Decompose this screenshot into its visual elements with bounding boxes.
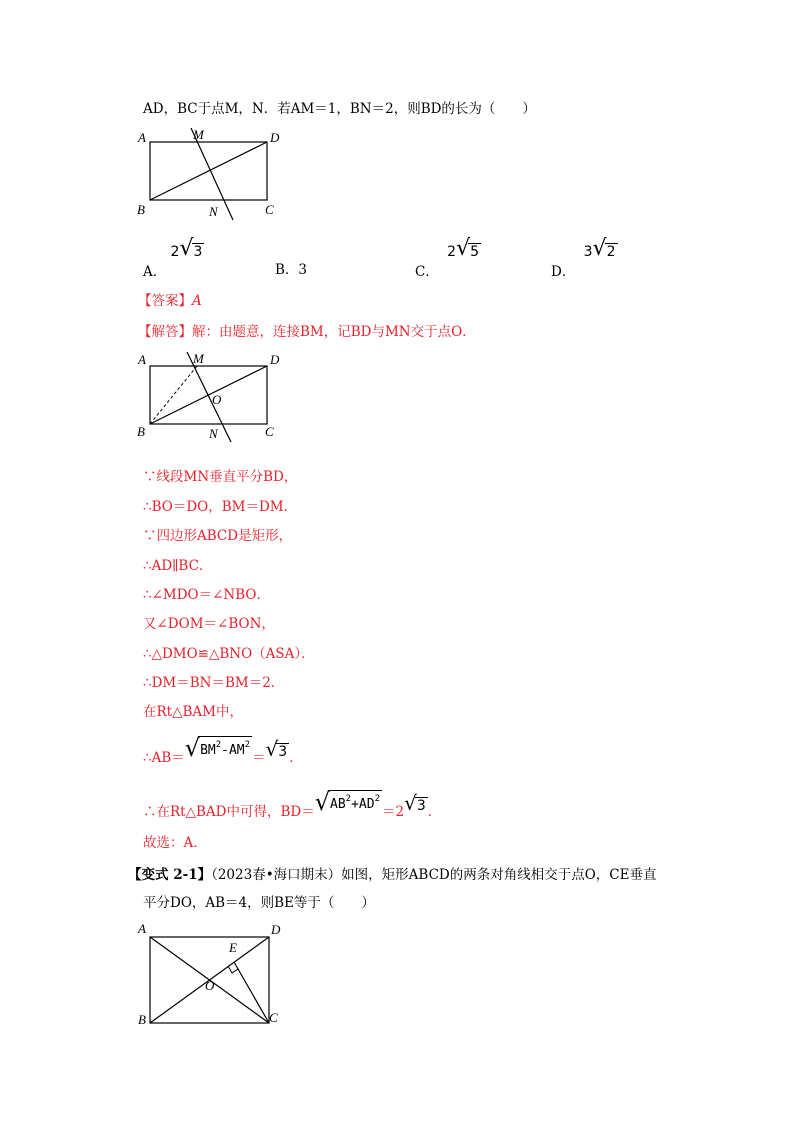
label-o: O xyxy=(205,978,215,993)
label-c: C xyxy=(265,202,274,217)
solution-step-2: ∴BO＝DO，BM＝DM． xyxy=(143,499,298,515)
solution-tag: 【解答】 xyxy=(138,324,192,340)
label-a: A xyxy=(138,352,146,367)
label-o: O xyxy=(212,392,222,407)
label-d: D xyxy=(270,130,280,145)
option-a[interactable]: A． 2 √ 3 xyxy=(143,236,203,280)
label-c: C xyxy=(269,1010,278,1025)
solution-step-5: ∴∠MDO＝∠NBO． xyxy=(143,587,270,603)
label-a: A xyxy=(138,921,146,936)
figure-rectangle-mn xyxy=(135,122,290,222)
formula-bd: ∴在Rt△BAD中可得，BD＝ √ $AB^2+AD^2$ ＝2 √ 3 ． xyxy=(143,788,442,820)
variant-tag: 【变式 2-1】 xyxy=(128,867,212,883)
label-m: M xyxy=(193,127,204,142)
label-e: E xyxy=(229,940,237,955)
label-b: B xyxy=(138,1012,146,1027)
solution-step-8: ∴DM＝BN＝BM＝2． xyxy=(143,675,285,691)
solution-step-9: 在Rt△BAM中， xyxy=(143,704,243,720)
label-b: B xyxy=(137,424,145,439)
label-c: C xyxy=(265,424,274,439)
figure-rectangle-bm xyxy=(135,346,290,446)
answer-line xyxy=(138,292,202,310)
label-n: N xyxy=(209,204,218,219)
solution-step-3: ∵四边形ABCD是矩形， xyxy=(143,528,293,544)
question-text: AD，BC于点M，N．若AM＝1，BN＝2，则BD的长为（ ） xyxy=(143,101,536,117)
variant-line-2: 平分DO，AB＝4，则BE等于（ ） xyxy=(143,895,375,911)
solution-step-1: ∵线段MN垂直平分BD， xyxy=(143,469,298,485)
solution-final: 故选：A． xyxy=(143,835,207,851)
label-m: M xyxy=(193,351,204,366)
option-c[interactable]: C． 2 √ 5 xyxy=(415,236,480,280)
answer-value: A xyxy=(192,293,202,309)
option-d[interactable]: D． 3 √ 2 xyxy=(551,236,616,280)
solution-intro: 【解答】解：由题意，连接BM，记BD与MN交于点O． xyxy=(138,324,476,340)
answer-tag: 【答案】 xyxy=(138,293,192,309)
figure-rectangle-ce xyxy=(133,916,293,1031)
label-d: D xyxy=(270,352,280,367)
option-b[interactable]: B．3 xyxy=(275,262,308,278)
formula-ab: ∴AB＝ √ $BM^2-AM^2$ ＝ √ 3 ． xyxy=(143,734,303,766)
label-n: N xyxy=(209,426,218,441)
solution-step-4: ∴AD∥BC． xyxy=(143,558,213,574)
label-b: B xyxy=(137,202,145,217)
label-a: A xyxy=(138,130,146,145)
solution-step-7: ∴△DMO≌△BNO（ASA）． xyxy=(143,646,315,662)
variant-line-1: 【变式 2-1】（2023春•海口期末）如图，矩形ABCD的两条对角线相交于点O，CE垂直 xyxy=(128,867,657,883)
label-d: D xyxy=(271,922,281,937)
solution-step-6: 又∠DOM＝∠BON， xyxy=(143,616,275,632)
